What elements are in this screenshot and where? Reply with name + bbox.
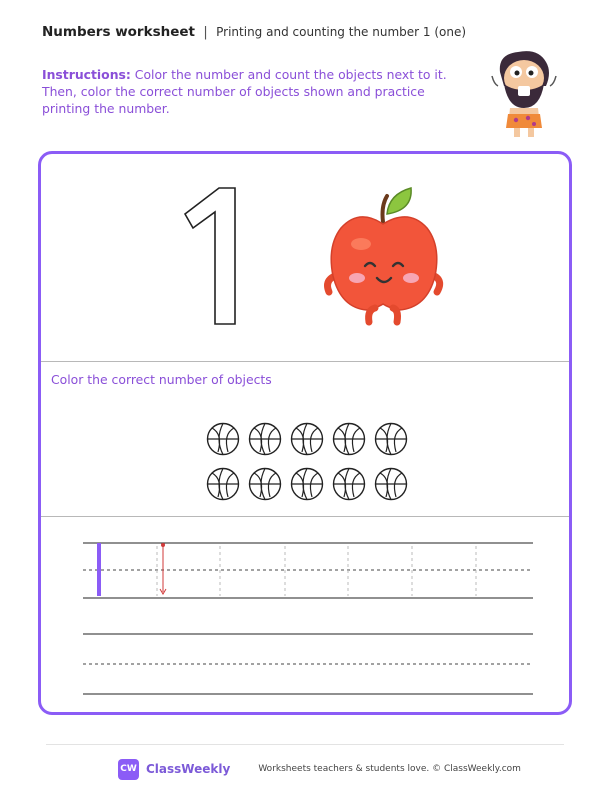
caveman-mascot-icon [488, 46, 560, 138]
basketball-icon[interactable] [332, 467, 366, 501]
basketball-icon[interactable] [290, 422, 324, 456]
instructions-label: Instructions: [42, 67, 131, 82]
instructions-block [42, 66, 452, 117]
title-separator: | [203, 24, 208, 40]
footer-divider [46, 744, 564, 745]
classweekly-logo-icon: CW [118, 759, 139, 780]
basketball-icon[interactable] [374, 422, 408, 456]
section-divider [41, 516, 569, 517]
basketball-icon[interactable] [248, 422, 282, 456]
page-subtitle: Printing and counting the number 1 (one) [216, 25, 467, 39]
basketball-icon[interactable] [248, 467, 282, 501]
instructions-text: Color the number and count the objects next to it. Then, color the correct number of objects shown and practice printing the number. [42, 67, 447, 116]
page-title: Numbers worksheet [42, 24, 195, 40]
footer-brand: ClassWeekly [146, 762, 231, 776]
footer-tagline: Worksheets teachers & students love. © ClassWeekly.com [258, 764, 521, 774]
handwriting-practice-area[interactable] [83, 540, 533, 700]
worksheet-card [38, 151, 572, 715]
section-label: Color the correct number of objects [51, 372, 272, 387]
basketball-icon[interactable] [290, 467, 324, 501]
objects-grid [206, 422, 416, 502]
basketball-icon[interactable] [332, 422, 366, 456]
number-one-outline[interactable] [179, 184, 259, 330]
footer [118, 758, 521, 780]
basketball-icon[interactable] [206, 467, 240, 501]
basketball-icon[interactable] [206, 422, 240, 456]
worksheet-header [42, 24, 466, 40]
section-divider [41, 361, 569, 362]
apple-icon[interactable] [319, 180, 449, 330]
basketball-icon[interactable] [374, 467, 408, 501]
